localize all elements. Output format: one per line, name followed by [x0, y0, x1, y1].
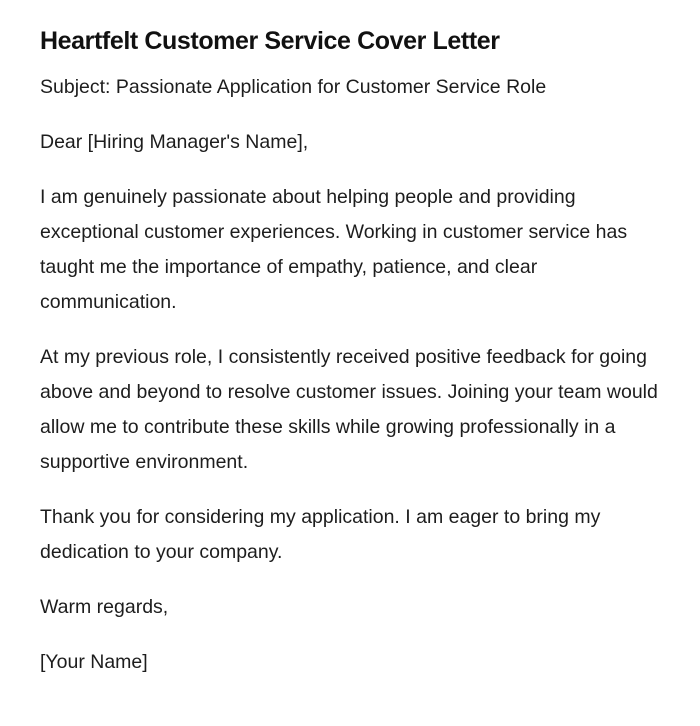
letter-signature: [Your Name] — [40, 651, 148, 673]
letter-title: Heartfelt Customer Service Cover Letter — [40, 27, 500, 55]
letter-salutation: Dear [Hiring Manager's Name], — [40, 131, 309, 153]
letter-subject: Subject: Passionate Application for Customer Service Role — [40, 76, 547, 98]
letter-paragraph-1: I am genuinely passionate about helping people and providing exceptional customer experiences. Working in customer service has taught me the importance of empathy, patience, and clear communication. — [40, 186, 628, 313]
letter-closing: Warm regards, — [40, 596, 169, 618]
letter-paragraph-2: At my previous role, I consistently received positive feedback for going above and beyond to resolve customer issues. Joining your team would allow me to contribute these skills while growing professionally in a supportive environment. — [40, 346, 658, 473]
cover-letter — [40, 24, 660, 680]
letter-paragraph-3: Thank you for considering my application. I am eager to bring my dedication to your company. — [40, 506, 601, 563]
